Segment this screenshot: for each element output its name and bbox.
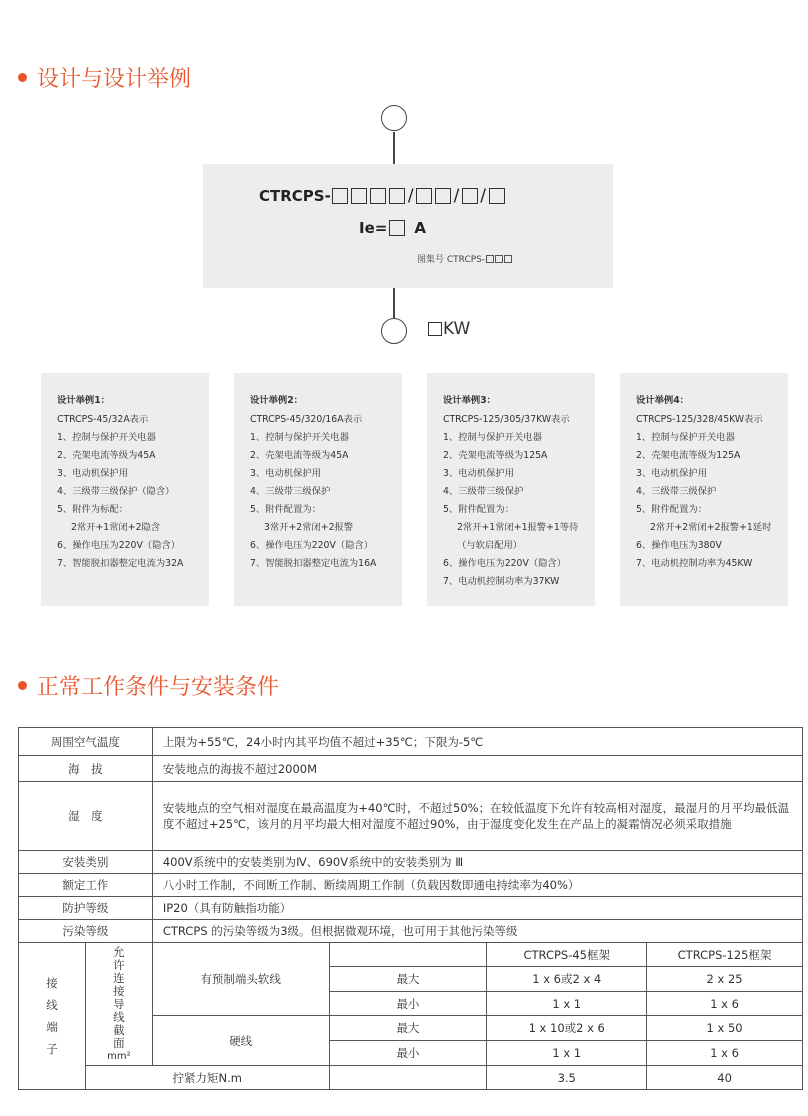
example-line: 5、附件配置为：: [443, 504, 514, 515]
atlas-number: [417, 252, 512, 265]
top-circle-icon: [381, 105, 407, 131]
example-line: 3常开+2常闭+2报警: [264, 522, 354, 533]
ie-line: [359, 219, 426, 237]
example-line: 6、操作电压为380V: [636, 540, 722, 551]
example-line: 3、电动机保护用: [443, 468, 514, 479]
example-line: 6、操作电压为220V（隐含）: [57, 540, 180, 551]
atlas-placeholder-box: [495, 255, 503, 263]
condition-value: 400V系统中的安装类别为Ⅳ、690V系统中的安装类别为 Ⅲ: [152, 851, 802, 874]
example-line: 5、附件为标配：: [57, 504, 128, 515]
section-title-text: 正常工作条件与安装条件: [37, 675, 280, 700]
example-line: 7、智能脱扣器整定电流为16A: [250, 558, 377, 569]
example-line: 3、电动机保护用: [250, 468, 321, 479]
max-label: 最大: [329, 967, 487, 992]
example-title: 设计举例2：: [250, 395, 303, 406]
example-line: 5、附件配置为：: [250, 504, 321, 515]
example-line: 2常开+1常闭+2隐含: [71, 522, 161, 533]
example-line: 1、控制与保护开关电器: [250, 432, 349, 443]
example-model: CTRCPS-125/328/45KW表示: [636, 414, 763, 425]
condition-label: 安装类别: [19, 851, 153, 874]
table-row: [19, 728, 803, 756]
example-title: 设计举例1：: [57, 395, 110, 406]
min-label: 最小: [329, 1041, 487, 1066]
example-card-1: [41, 373, 209, 606]
example-line: 7、电动机控制功率为37KW: [443, 576, 560, 587]
example-line: 2常开+2常闭+2报警+1延时: [650, 522, 772, 533]
condition-value: 八小时工作制，不间断工作制、断续周期工作制（负载因数即通电持续率为40%）: [152, 874, 802, 897]
max-label: 最大: [329, 1016, 487, 1041]
example-model: CTRCPS-45/320/16A表示: [250, 414, 363, 425]
condition-label: 海 拔: [19, 756, 153, 782]
code-placeholder-box: [416, 188, 432, 204]
section-title-conditions: [18, 670, 279, 701]
example-title: 设计举例3：: [443, 395, 496, 406]
condition-value: CTRCPS 的污染等级为3级。但根据微观环境，也可用于其他污染等级: [152, 920, 802, 943]
hard-max-125: 1 x 50: [647, 1016, 803, 1041]
torque-125: 40: [647, 1066, 803, 1090]
example-line: 1、控制与保护开关电器: [57, 432, 156, 443]
condition-value: 安装地点的空气相对湿度在最高温度为+40℃时，不超过50%；在较低温度下允许有较高相对湿度，最湿月的月平均最低温度不超过+25℃，该月的月平均最大相对湿度不超过90%，由于湿度变化发生在产品上的凝霜情况必须采取措施: [152, 782, 802, 851]
example-line: 3、电动机保护用: [57, 468, 128, 479]
example-line: 1、控制与保护开关电器: [443, 432, 542, 443]
section-title-text: 设计与设计举例: [37, 67, 192, 92]
soft-max-45: 1 x 6或2 x 4: [487, 967, 647, 992]
col-header-45: CTRCPS-45框架: [487, 943, 647, 967]
condition-label: 污染等级: [19, 920, 153, 943]
example-card-3: [427, 373, 595, 606]
atlas-prefix: 图集号 CTRCPS-: [417, 255, 486, 265]
example-line: 2、壳架电流等级为125A: [443, 450, 548, 461]
code-placeholder-box: [462, 188, 478, 204]
empty-cell: [329, 943, 487, 967]
condition-label: 湿 度: [19, 782, 153, 851]
table-row: [19, 782, 803, 851]
torque-label: 拧紧力矩N.m: [85, 1066, 329, 1090]
table-row: [19, 943, 803, 967]
example-line: 2、壳架电流等级为45A: [57, 450, 156, 461]
table-row: [19, 920, 803, 943]
example-line: 4、三级带三级保护（隐含）: [57, 486, 175, 497]
conditions-table: [18, 727, 803, 1090]
condition-label: 防护等级: [19, 897, 153, 920]
hard-min-125: 1 x 6: [647, 1041, 803, 1066]
model-code-box: [203, 164, 613, 288]
code-placeholder-box: [370, 188, 386, 204]
example-line: 1、控制与保护开关电器: [636, 432, 735, 443]
atlas-placeholder-box: [486, 255, 494, 263]
example-line: 4、三级带三级保护: [443, 486, 524, 497]
atlas-placeholder-box: [504, 255, 512, 263]
condition-value: IP20（具有防触指功能）: [152, 897, 802, 920]
example-model: CTRCPS-45/32A表示: [57, 414, 149, 425]
ie-prefix: Ie=: [359, 219, 388, 237]
kw-suffix: KW: [443, 319, 471, 339]
condition-value: 上限为+55℃，24小时内其平均值不超过+35℃；下限为-5℃: [152, 728, 802, 756]
ie-placeholder-box: [389, 220, 405, 236]
col-header-125: CTRCPS-125框架: [647, 943, 803, 967]
table-row: [19, 874, 803, 897]
empty-cell: [329, 1066, 487, 1090]
table-row: [19, 1066, 803, 1090]
bullet-dot-icon: [18, 681, 27, 690]
terminal-label: 接 线 端 子: [19, 943, 86, 1090]
example-line: 6、操作电压为220V（隐含）: [443, 558, 566, 569]
example-line: 7、智能脱扣器整定电流为32A: [57, 558, 184, 569]
code-placeholder-box: [351, 188, 367, 204]
soft-wire-label: 有预制端头软线: [152, 943, 329, 1016]
example-card-4: [620, 373, 788, 606]
example-line: 6、操作电压为220V（隐含）: [250, 540, 373, 551]
example-card-2: [234, 373, 402, 606]
model-code-line: [259, 186, 506, 206]
table-row: [19, 851, 803, 874]
hard-max-45: 1 x 10或2 x 6: [487, 1016, 647, 1041]
section-title-design: [18, 62, 191, 93]
hard-wire-label: 硬线: [152, 1016, 329, 1066]
example-line: 2、壳架电流等级为45A: [250, 450, 349, 461]
bottom-circle-icon: [381, 318, 407, 344]
code-placeholder-box: [332, 188, 348, 204]
code-placeholder-box: [489, 188, 505, 204]
example-line: 3、电动机保护用: [636, 468, 707, 479]
conductor-section-label: 允 许 连 接 导 线 截 面 mm²: [85, 943, 152, 1066]
table-row: [19, 897, 803, 920]
code-separator-slash: /: [453, 186, 460, 206]
kw-placeholder-box: [428, 322, 442, 336]
example-line: （与软启配用）: [457, 540, 523, 551]
bottom-connector-line: [393, 288, 395, 318]
code-separator-slash: /: [480, 186, 487, 206]
soft-min-45: 1 x 1: [487, 992, 647, 1016]
hard-min-45: 1 x 1: [487, 1041, 647, 1066]
condition-label: 周围空气温度: [19, 728, 153, 756]
code-placeholder-box: [435, 188, 451, 204]
example-line: 4、三级带三级保护: [636, 486, 717, 497]
code-separator-slash: /: [407, 186, 414, 206]
soft-max-125: 2 x 25: [647, 967, 803, 992]
example-line: 5、附件配置为：: [636, 504, 707, 515]
torque-45: 3.5: [487, 1066, 647, 1090]
table-row: [19, 756, 803, 782]
condition-label: 额定工作: [19, 874, 153, 897]
example-title: 设计举例4：: [636, 395, 689, 406]
top-connector-line: [393, 132, 395, 164]
soft-min-125: 1 x 6: [647, 992, 803, 1016]
example-line: 4、三级带三级保护: [250, 486, 331, 497]
example-line: 2、壳架电流等级为125A: [636, 450, 741, 461]
ie-unit: A: [414, 219, 426, 237]
code-placeholder-box: [389, 188, 405, 204]
example-model: CTRCPS-125/305/37KW表示: [443, 414, 570, 425]
model-code-prefix: CTRCPS-: [259, 187, 331, 205]
example-line: 2常开+1常闭+1报警+1等待: [457, 522, 579, 533]
condition-value: 安装地点的海拔不超过2000M: [152, 756, 802, 782]
bullet-dot-icon: [18, 73, 27, 82]
kw-label: [428, 319, 470, 339]
min-label: 最小: [329, 992, 487, 1016]
example-line: 7、电动机控制功率为45KW: [636, 558, 753, 569]
